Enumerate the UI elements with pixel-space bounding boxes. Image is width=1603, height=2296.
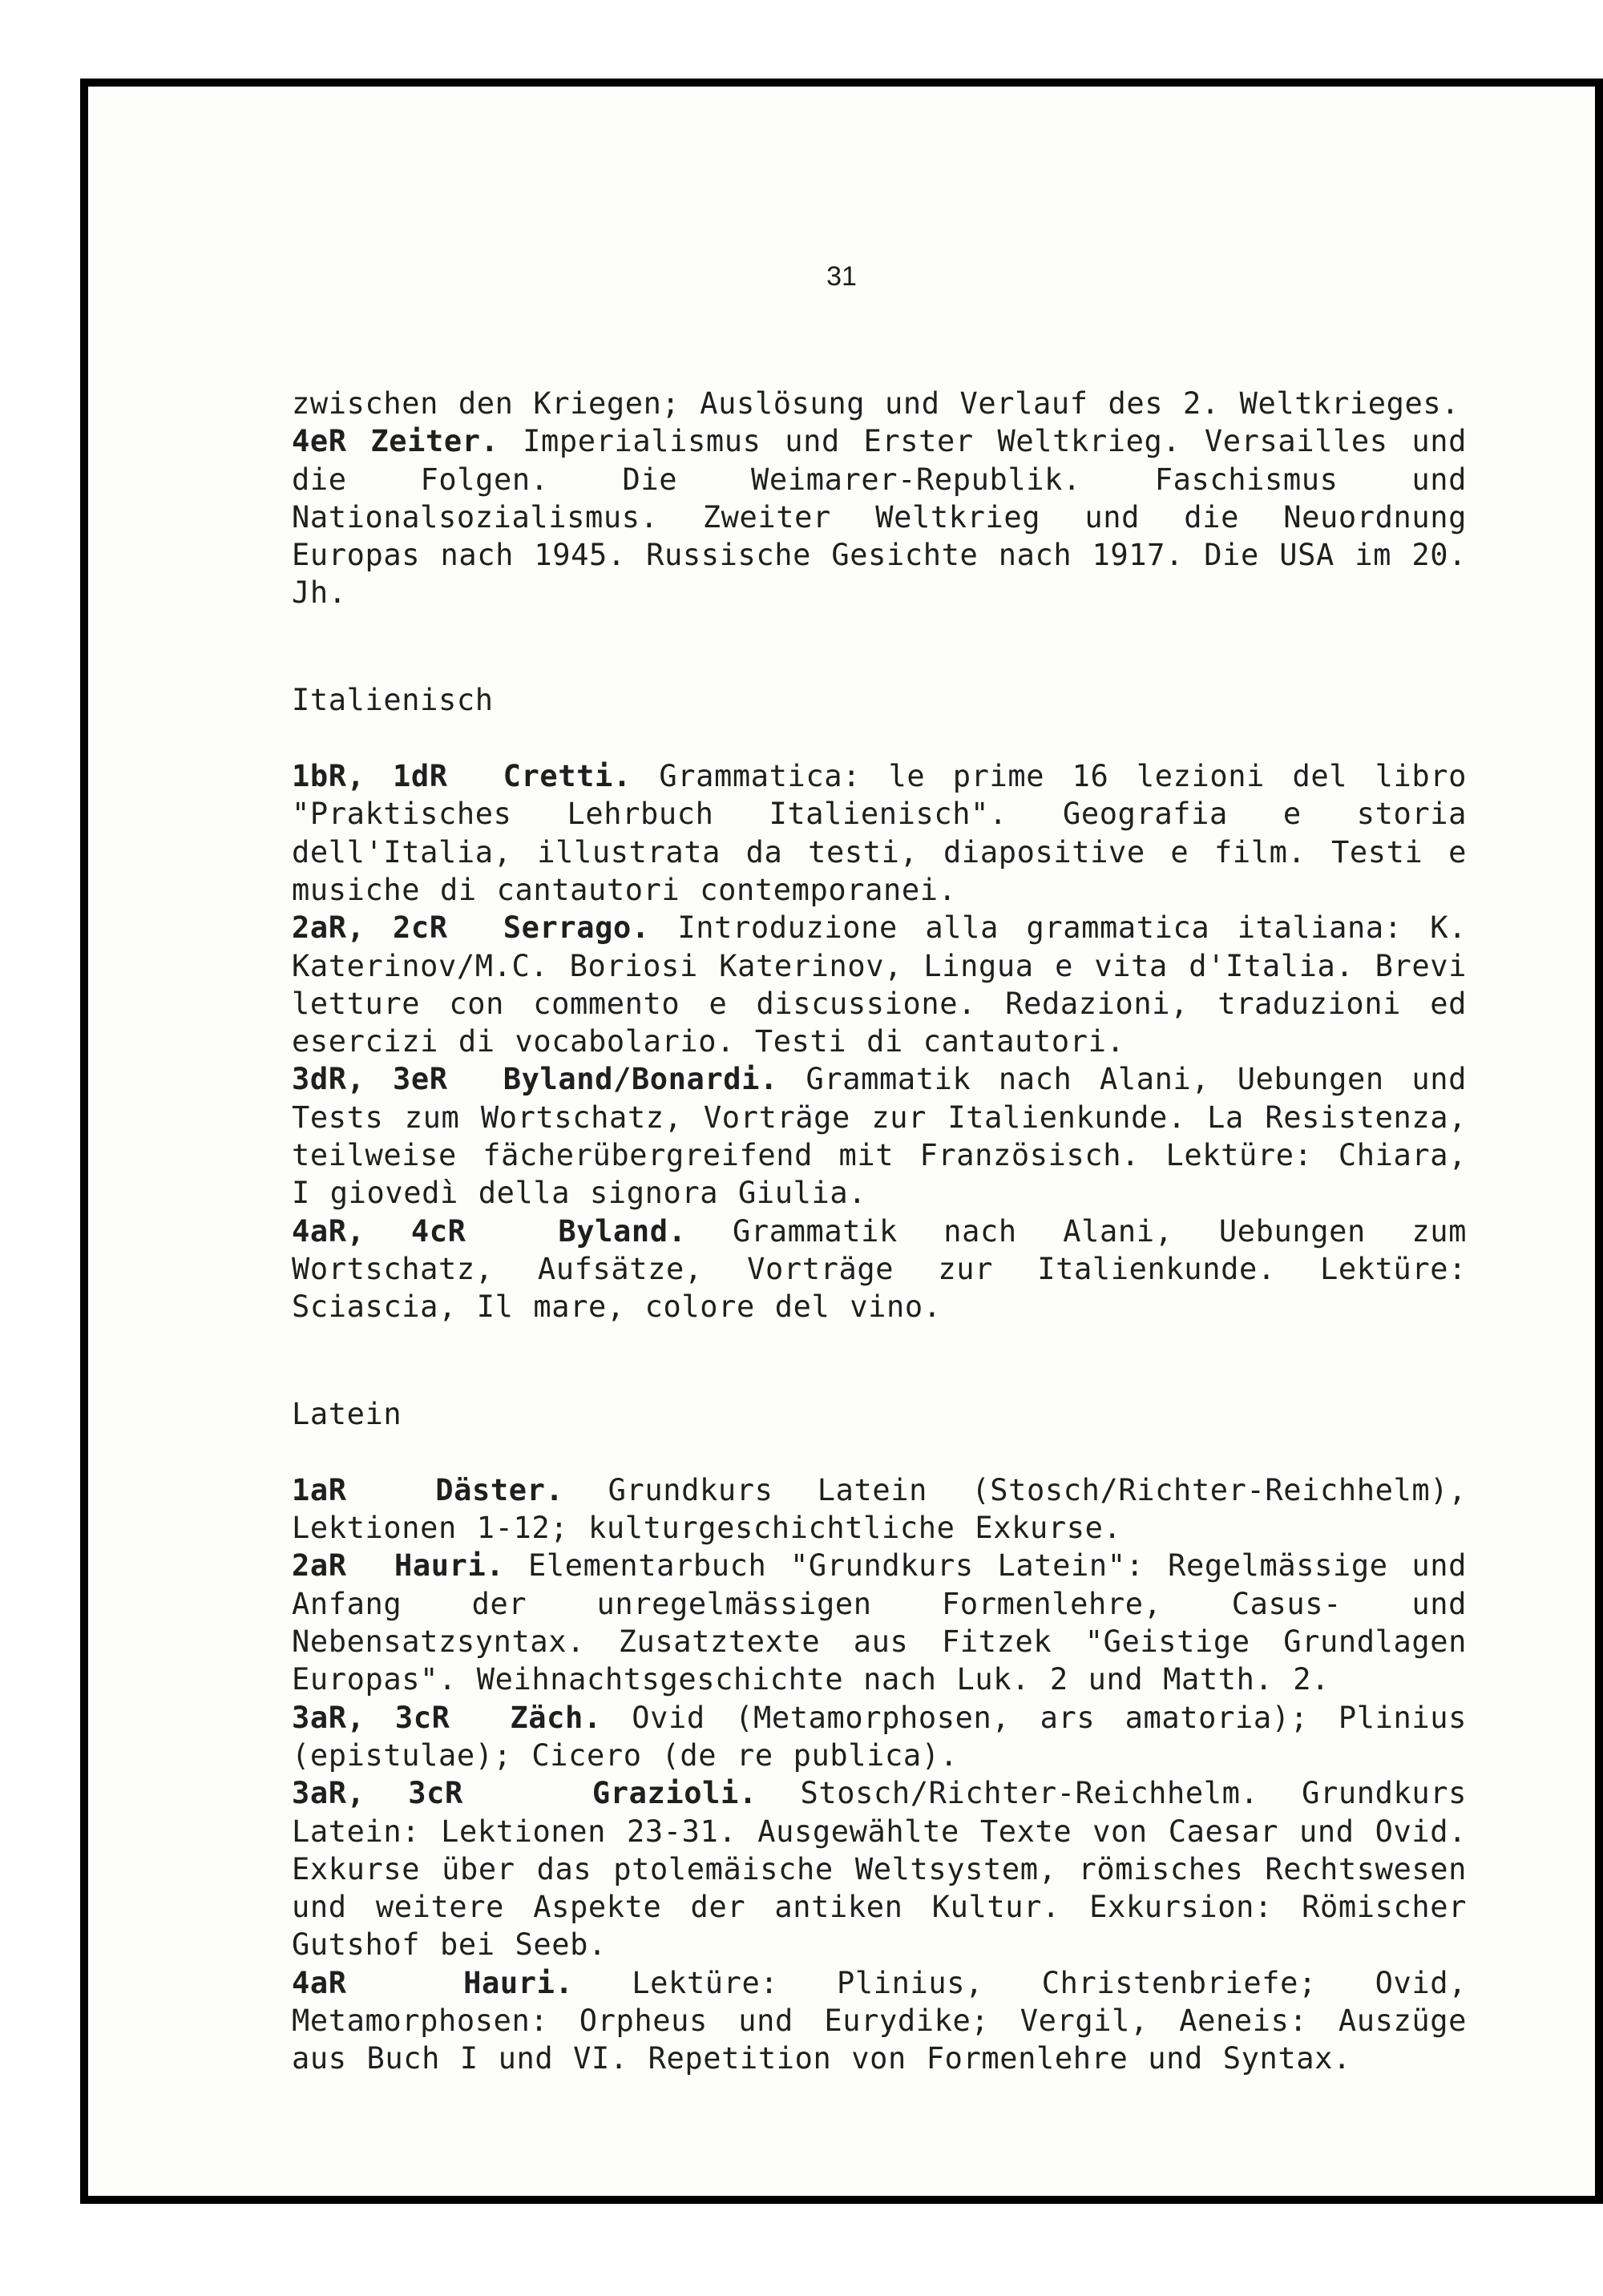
- class-code: 1aR: [292, 1472, 347, 1507]
- teacher-name: Zeiter.: [370, 424, 499, 459]
- entry-1aR-daester: [292, 1471, 1467, 1547]
- class-code: 3aR, 3cR: [292, 1776, 463, 1811]
- entry-text: Grammatik nach Alani, Uebungen zum Wortschatz, Aufsätze, Vorträge zur Italienkunde. Lektüre: Sciascia, Il mare, colore del vino.: [292, 1213, 1467, 1325]
- entry-continuation: [292, 385, 1467, 422]
- section-heading-italienisch: Italienisch: [292, 682, 494, 717]
- entry-text: Introduzione alla grammatica italiana: K. Katerinov/M.C. Boriosi Katerinov, Lingua e vita d'Italia. Brevi letture con commento e discussione. Redazioni, traduzioni ed esercizi di vocabolario. Testi di cantautori.: [292, 910, 1467, 1059]
- entry-4aR-byland: [292, 1213, 1467, 1326]
- teacher-name: Hauri.: [394, 1548, 505, 1584]
- entry-3aR-zaech: [292, 1699, 1467, 1775]
- entry-3dR-byland-bonardi: [292, 1060, 1467, 1212]
- class-code: 4eR: [292, 424, 347, 459]
- entry-text: Ovid (Metamorphosen, ars amatoria); Plinius (epistulae); Cicero (de re publica).: [292, 1700, 1467, 1773]
- entry-2aR-hauri: [292, 1547, 1467, 1698]
- teacher-name: Grazioli.: [592, 1776, 757, 1811]
- class-code: 4aR: [292, 1965, 347, 2000]
- teacher-name: Byland.: [558, 1213, 687, 1249]
- entry-text: Grundkurs Latein (Stosch/Richter-Reichhelm), Lektionen 1-12; kulturgeschichtliche Exkurse.: [292, 1472, 1467, 1546]
- entry-4eR-zeiter: [292, 422, 1467, 611]
- page-content: [292, 385, 1467, 2078]
- entry-text: Grammatica: le prime 16 lezioni del libro "Praktisches Lehrbuch Italienisch". Geografia e storia dell'Italia, illustrata da testi, diapositive e film. Testi e musiche di cantautori contemporanei.: [292, 759, 1467, 907]
- entry-text: Elementarbuch "Grundkurs Latein": Regelmässige und Anfang der unregelmässigen Formenlehre, Casus- und Nebensatzsyntax. Zusatztexte aus Fitzek "Geistige Grundlagen Europas". Weihnachtsgeschichte nach Luk. 2 und Matth. 2.: [292, 1548, 1467, 1697]
- section-heading-latein: Latein: [292, 1396, 402, 1431]
- teacher-name: Hauri.: [463, 1965, 574, 2000]
- entry-3aR-grazioli: [292, 1774, 1467, 1963]
- class-code: 2aR, 2cR: [292, 910, 448, 946]
- page-border: [80, 79, 1603, 2204]
- entry-text: Stosch/Richter-Reichhelm. Grundkurs Latein: Lektionen 23-31. Ausgewählte Texte von Caesar und Ovid. Exkurse über das ptolemäische Weltsystem, römisches Rechtswesen und weitere Aspekte der antiken Kultur. Exkursion: Römischer Gutshof bei Seeb.: [292, 1776, 1467, 1963]
- entry-text: Grammatik nach Alani, Uebungen und Tests zum Wortschatz, Vorträge zur Italienkunde. La Resistenza, teilweise fächerübergreifend mit Französisch. Lektüre: Chiara, I giovedì della signora Giulia.: [292, 1062, 1467, 1211]
- teacher-name: Cretti.: [503, 759, 632, 794]
- teacher-name: Däster.: [435, 1472, 564, 1507]
- class-code: 3aR, 3cR: [292, 1700, 450, 1735]
- class-code: 2aR: [292, 1548, 347, 1584]
- class-code: 1bR, 1dR: [292, 759, 448, 794]
- teacher-name: Serrago.: [503, 910, 650, 946]
- entry-2aR-serrago: [292, 909, 1467, 1060]
- entry-4aR-hauri: [292, 1964, 1467, 2078]
- entry-text: zwischen den Kriegen; Auslösung und Verlauf des 2. Weltkrieges.: [292, 386, 1460, 421]
- entry-text: Lektüre: Plinius, Christenbriefe; Ovid, Metamorphosen: Orpheus und Eurydike; Vergil, Aeneis: Auszüge aus Buch I und VI. Repetition von Formenlehre und Syntax.: [292, 1965, 1467, 2076]
- teacher-name: Byland/Bonardi.: [503, 1062, 778, 1097]
- teacher-name: Zäch.: [510, 1700, 602, 1735]
- class-code: 3dR, 3eR: [292, 1062, 448, 1097]
- page-number: 31: [826, 261, 857, 292]
- entry-1bR-cretti: [292, 757, 1467, 909]
- paper-page: [83, 82, 1600, 2201]
- class-code: 4aR, 4cR: [292, 1213, 466, 1249]
- entry-text: Imperialismus und Erster Weltkrieg. Versailles und die Folgen. Die Weimarer-Republik. Faschismus und Nationalsozialismus. Zweiter Weltkrieg und die Neuordnung Europas nach 1945. Russische Gesichte nach 1917. Die USA im 20. Jh.: [292, 424, 1467, 611]
